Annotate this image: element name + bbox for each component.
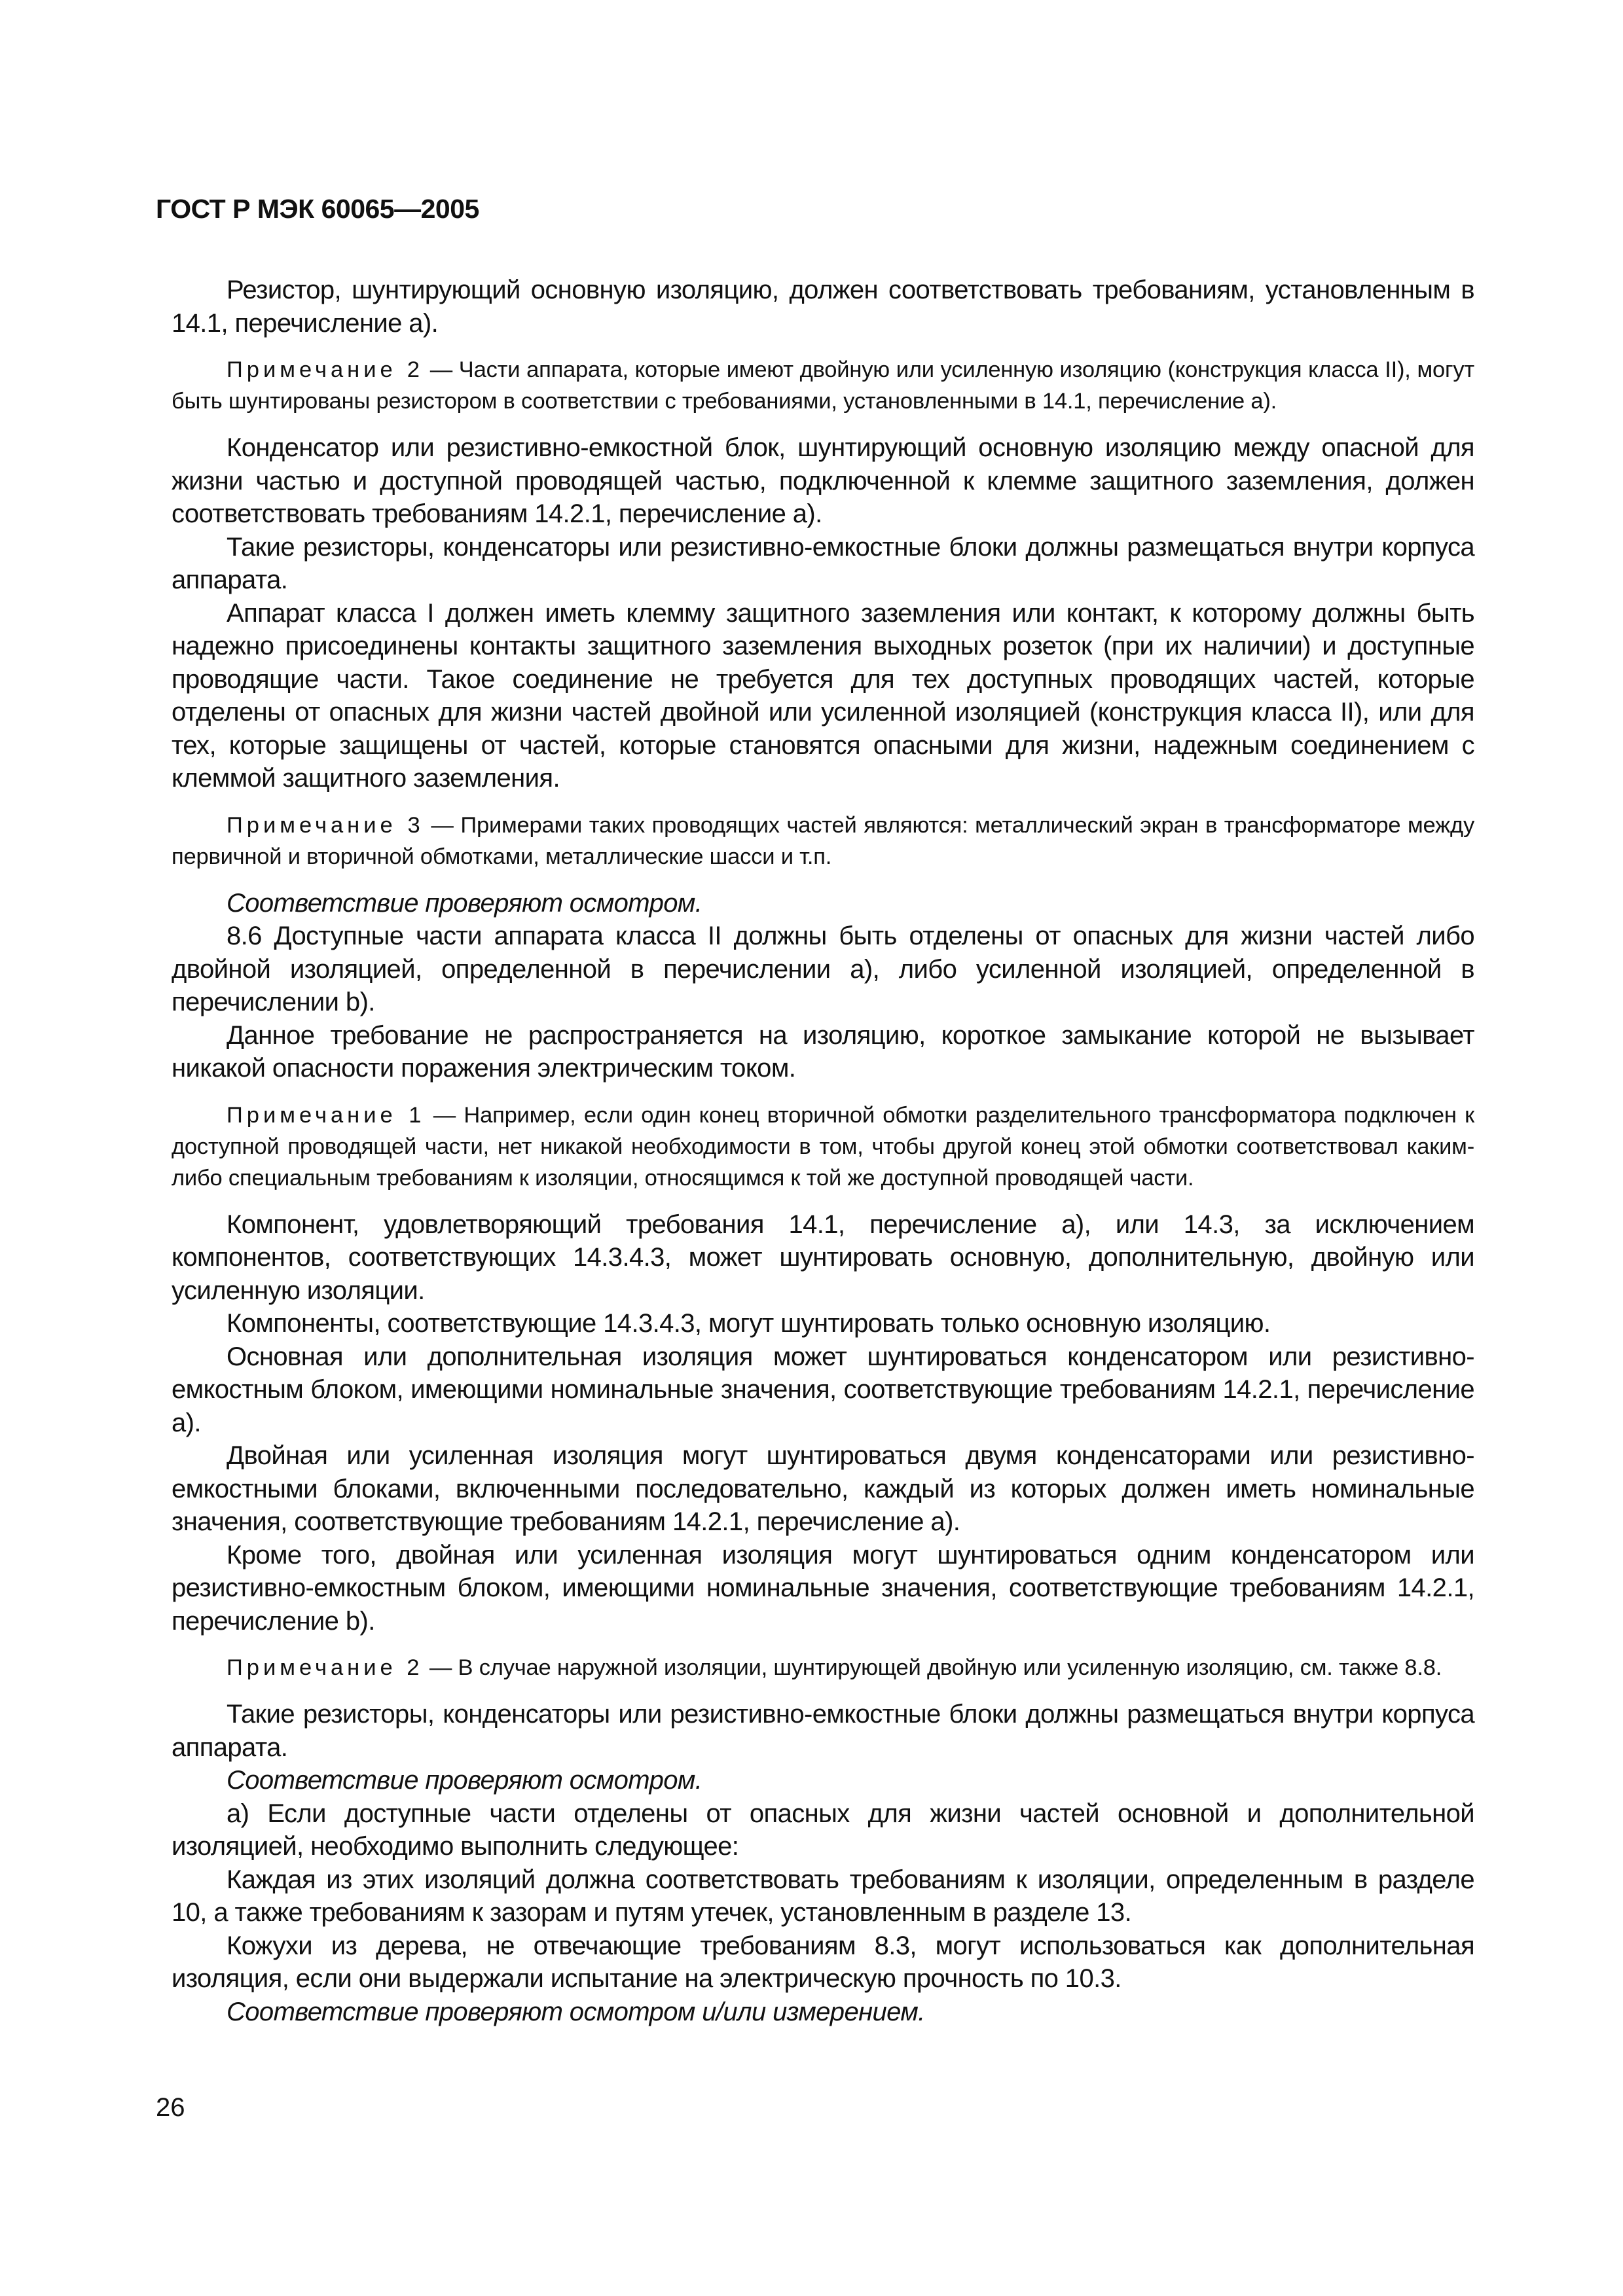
- note-text: — Примерами таких проводящих частей являются: металлический экран в трансформаторе между первичной и вторичной обмотками, металлические шасси и т.п.: [172, 812, 1474, 869]
- paragraph: Резистор, шунтирующий основную изоляцию, должен соответствовать требованиям, установленным в 14.1, перечисление а).: [172, 276, 1474, 338]
- note-text: — В случае наружной изоляции, шунтирующей двойную или усиленную изоляцию, см. также 8.8.: [423, 1655, 1442, 1680]
- compliance-statement: Соответствие проверяют осмотром.: [227, 888, 702, 918]
- note-text: — Например, если один конец вторичной обмотки разделительного трансформатора подключен к доступной проводящей части, нет никакой необходимости в том, чтобы другой конец этой обмотки соответствовал каким-либо специальным требованиям к изоляции, относящимся к той же доступной проводящей части.: [172, 1102, 1474, 1191]
- note-label: Примечание 1: [227, 1102, 426, 1128]
- paragraph: Конденсатор или резистивно-емкостной блок, шунтирующий основную изоляцию между опасной для жизни частью и доступной проводящей частью, подключенной к клемме защитного заземления, должен соответствовать требованиям 14.2.1, перечисление а).: [172, 433, 1474, 528]
- paragraph: Основная или дополнительная изоляция может шунтироваться конденсатором или резистивно-емкостным блоком, имеющими номинальные значения, соответствующие требованиям 14.2.1, перечисление а).: [172, 1342, 1474, 1437]
- paragraph: Каждая из этих изоляций должна соответствовать требованиям к изоляции, определенным в разделе 10, а также требованиям к зазорам и путям утечек, установленным в разделе 13.: [172, 1865, 1474, 1927]
- paragraph: 8.6 Доступные части аппарата класса II должны быть отделены от опасных для жизни частей либо двойной изоляцией, определенной в перечислении а), либо усиленной изоляцией, определенной в перечислении b).: [172, 922, 1474, 1016]
- paragraph: Кроме того, двойная или усиленная изоляция могут шунтироваться одним конденсатором или резистивно-емкостным блоком, имеющими номинальные значения, соответствующие требованиям 14.2.1, перечисление b).: [172, 1540, 1474, 1636]
- note-label: Примечание 2: [227, 357, 424, 382]
- paragraph: Компоненты, соответствующие 14.3.4.3, могут шунтировать только основную изоляцию.: [227, 1309, 1271, 1338]
- paragraph: Кожухи из дерева, не отвечающие требованиям 8.3, могут использоваться как дополнительная изоляция, если они выдержали испытание на электрическую прочность по 10.3.: [172, 1931, 1474, 1993]
- paragraph: Аппарат класса I должен иметь клемму защитного заземления или контакт, к которому должны быть надежно присоединены контакты защитного заземления выходных розеток (при их наличии) и доступные проводящие части. Такое соединение не требуется для тех доступных проводящих частей, которые отделены от опасных для жизни частей двойной или усиленной изоляцией (конструкция класса II), или для тех, которые защищены от частей, которые становятся опасными для жизни, надежным соединением с клеммой защитного заземления.: [172, 598, 1474, 793]
- page-number: 26: [156, 2093, 185, 2122]
- note-text: — Части аппарата, которые имеют двойную или усиленную изоляцию (конструкция класса II), могут быть шунтированы резистором в соответствии с требованиями, установленными в 14.1, перечисление а).: [172, 357, 1475, 414]
- note: [172, 810, 1474, 872]
- note-label: Примечание 2: [227, 1655, 424, 1680]
- paragraph: Данное требование не распространяется на изоляцию, короткое замыкание которой не вызывает никакой опасности поражения электрическим током.: [172, 1020, 1474, 1083]
- note: [172, 1100, 1474, 1194]
- paragraph: Двойная или усиленная изоляция могут шунтироваться двумя конденсаторами или резистивно-емкостными блоками, включенными последовательно, каждый из которых должен иметь номинальные значения, соответствующие требованиям 14.2.1, перечисление а).: [172, 1441, 1474, 1536]
- paragraph: Компонент, удовлетворяющий требования 14.1, перечисление а), или 14.3, за исключением компонентов, соответствующих 14.3.4.3, может шунтировать основную, дополнительную, двойную или усиленную изоляции.: [172, 1210, 1474, 1305]
- note: [172, 1652, 1474, 1683]
- paragraph: Такие резисторы, конденсаторы или резистивно-емкостные блоки должны размещаться внутри корпуса аппарата.: [172, 1700, 1474, 1762]
- paragraph: Такие резисторы, конденсаторы или резистивно-емкостные блоки должны размещаться внутри корпуса аппарата.: [172, 532, 1474, 594]
- document-body: [172, 274, 1474, 2028]
- compliance-statement: Соответствие проверяют осмотром.: [227, 1766, 702, 1795]
- note: [172, 354, 1474, 417]
- note-label: Примечание 3: [227, 812, 424, 838]
- document-header: ГОСТ Р МЭК 60065—2005: [156, 194, 479, 224]
- compliance-statement: Соответствие проверяют осмотром и/или измерением.: [227, 1997, 925, 2026]
- paragraph: а) Если доступные части отделены от опасных для жизни частей основной и дополнительной изоляцией, необходимо выполнить следующее:: [172, 1799, 1474, 1861]
